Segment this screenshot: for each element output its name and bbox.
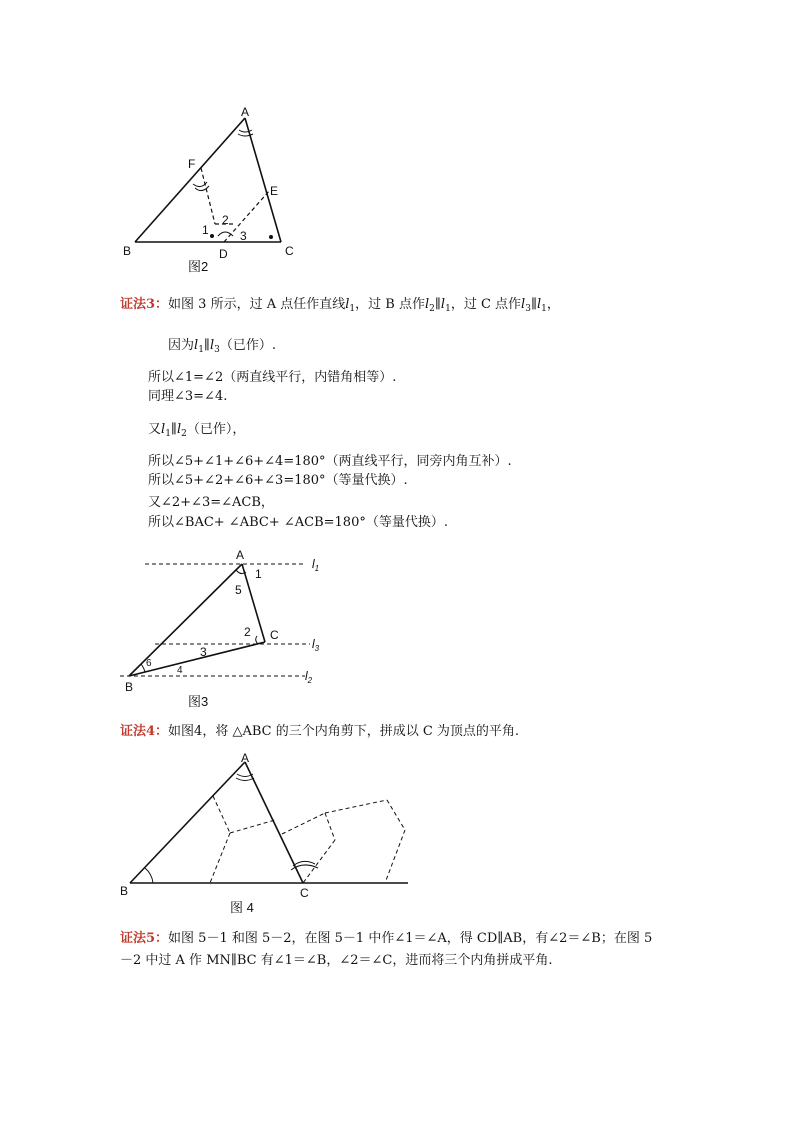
label-angle-2: 2 xyxy=(222,213,229,227)
sym-l: l xyxy=(424,297,430,312)
method3-also: 又 xyxy=(148,422,162,437)
dot-angle-1 xyxy=(210,234,214,238)
label-a: A xyxy=(236,548,245,562)
method3-because: 因为 xyxy=(168,338,195,353)
label-a: A xyxy=(241,105,250,119)
label-b: B xyxy=(125,680,134,694)
dashed-fd xyxy=(201,168,215,224)
side-ab xyxy=(130,762,245,883)
sub-1: 1 xyxy=(198,345,204,355)
parallel-sign: ∥ xyxy=(530,297,537,312)
method3-text-b: ，过 B 点作 xyxy=(355,297,425,312)
sym-l: l xyxy=(312,557,315,571)
label-angle-5: 5 xyxy=(235,583,242,597)
sub-3: 3 xyxy=(525,304,531,314)
method3-heading: 证法3： xyxy=(120,297,169,312)
sub-1: 1 xyxy=(314,564,320,573)
label-c: C xyxy=(270,628,279,642)
label-l3 xyxy=(312,637,320,653)
method5-heading: 证法5： xyxy=(120,931,169,946)
method3-line-3: 同理∠3=∠4. xyxy=(148,389,228,404)
sym-l: l xyxy=(312,637,315,651)
side-ac xyxy=(245,118,281,242)
figure-3-caption: 图3 xyxy=(188,694,209,709)
sym-l: l xyxy=(440,297,446,312)
figure-3 xyxy=(115,540,335,715)
label-l2 xyxy=(305,669,313,685)
method3-line-5: 所以∠5+∠1+∠6+∠4=180°（两直线平行，同旁内角互补）. xyxy=(148,454,512,469)
sym-l: l xyxy=(209,338,215,353)
method5-line-1 xyxy=(120,930,652,948)
method4-text: 如图4，将 △ABC 的三个内角剪下，拼成以 C 为顶点的平角. xyxy=(168,724,520,739)
piece-a-2 xyxy=(325,813,335,840)
angle-arc-d2 xyxy=(218,232,233,236)
label-angle-1: 1 xyxy=(255,567,262,581)
sub-3: 3 xyxy=(214,345,220,355)
figure-4 xyxy=(115,748,415,918)
method3-line-2: 所以∠1=∠2（两直线平行，内错角相等）. xyxy=(148,370,397,385)
sym-l: l xyxy=(536,297,542,312)
parallel-sign: ∥ xyxy=(434,297,441,312)
sym-l: l xyxy=(176,422,182,437)
label-l1 xyxy=(312,557,319,573)
label-angle-6: 6 xyxy=(146,658,152,669)
cut-2 xyxy=(230,820,275,833)
sub-1: 1 xyxy=(541,304,547,314)
label-angle-1: 1 xyxy=(202,223,209,237)
method3-text-a: 如图 3 所示，过 A 点任作直线 xyxy=(168,297,346,312)
angle-arc-a xyxy=(239,130,252,132)
dot-angle-c xyxy=(269,235,273,239)
label-c: C xyxy=(285,244,294,258)
angle-arc-b xyxy=(145,868,153,883)
figure-2-caption: 图2 xyxy=(188,259,209,274)
sub-2: 2 xyxy=(181,429,187,439)
parallel-sign: ∥ xyxy=(170,422,177,437)
label-b: B xyxy=(120,884,129,898)
piece-b-1 xyxy=(325,800,387,813)
method3-given: （已作）. xyxy=(219,338,276,353)
label-e: E xyxy=(270,184,279,198)
method3-line-1 xyxy=(168,337,276,355)
method3-text-f: ， xyxy=(546,297,560,312)
label-d: D xyxy=(219,247,228,261)
method3-line-6: 所以∠5+∠2+∠6+∠3=180°（等量代换）. xyxy=(148,473,408,488)
piece-b-2 xyxy=(387,800,405,830)
cut-3 xyxy=(210,833,230,883)
label-b: B xyxy=(123,244,132,258)
angle-arc-b xyxy=(141,664,145,672)
label-angle-4: 4 xyxy=(177,665,183,676)
sym-l: l xyxy=(345,297,350,312)
label-angle-3: 3 xyxy=(240,229,247,243)
method5-line-2: －2 中过 A 作 MN∥BC 有∠1＝∠B，∠2＝∠C，进而将三个内角拼成平角. xyxy=(120,953,553,968)
method3-line-0 xyxy=(120,296,560,314)
method3-line-4 xyxy=(148,421,245,439)
method3-line-7: 又∠2+∠3=∠ACB， xyxy=(148,495,274,510)
method4-heading: 证法4： xyxy=(120,724,169,739)
piece-b-3 xyxy=(385,830,405,883)
sym-l: l xyxy=(194,338,199,353)
sym-l: l xyxy=(305,669,308,683)
label-angle-2: 2 xyxy=(244,625,251,639)
cut-1 xyxy=(213,796,230,833)
angle-arc-c xyxy=(256,636,258,644)
sym-l: l xyxy=(161,422,166,437)
figure-4-caption: 图 4 xyxy=(230,900,254,915)
figure-2 xyxy=(115,100,315,280)
sub-1: 1 xyxy=(349,304,356,314)
method5-text-1: 如图 5－1 和图 5－2，在图 5－1 中作∠1＝∠A，得 CD∥AB，有∠2＝∠B；在图 5 xyxy=(168,931,653,946)
method3-text-d: ，过 C 点作 xyxy=(450,297,522,312)
method3-given2: （已作）， xyxy=(186,422,246,437)
method4-line xyxy=(120,723,519,741)
piece-a-1 xyxy=(282,813,325,834)
sym-l: l xyxy=(521,297,526,312)
label-angle-3: 3 xyxy=(200,645,207,659)
angle-arc-a2 xyxy=(236,778,254,781)
sub-2: 2 xyxy=(429,304,435,314)
label-f: F xyxy=(188,157,196,171)
sub-2: 2 xyxy=(307,676,313,685)
label-c: C xyxy=(300,886,309,900)
parallel-sign: ∥ xyxy=(203,338,210,353)
sub-1: 1 xyxy=(165,429,171,439)
label-a: A xyxy=(241,751,250,765)
sub-3: 3 xyxy=(314,644,320,653)
sub-1: 1 xyxy=(445,304,451,314)
method3-line-8: 所以∠BAC+ ∠ABC+ ∠ACB=180°（等量代换）. xyxy=(148,515,448,530)
